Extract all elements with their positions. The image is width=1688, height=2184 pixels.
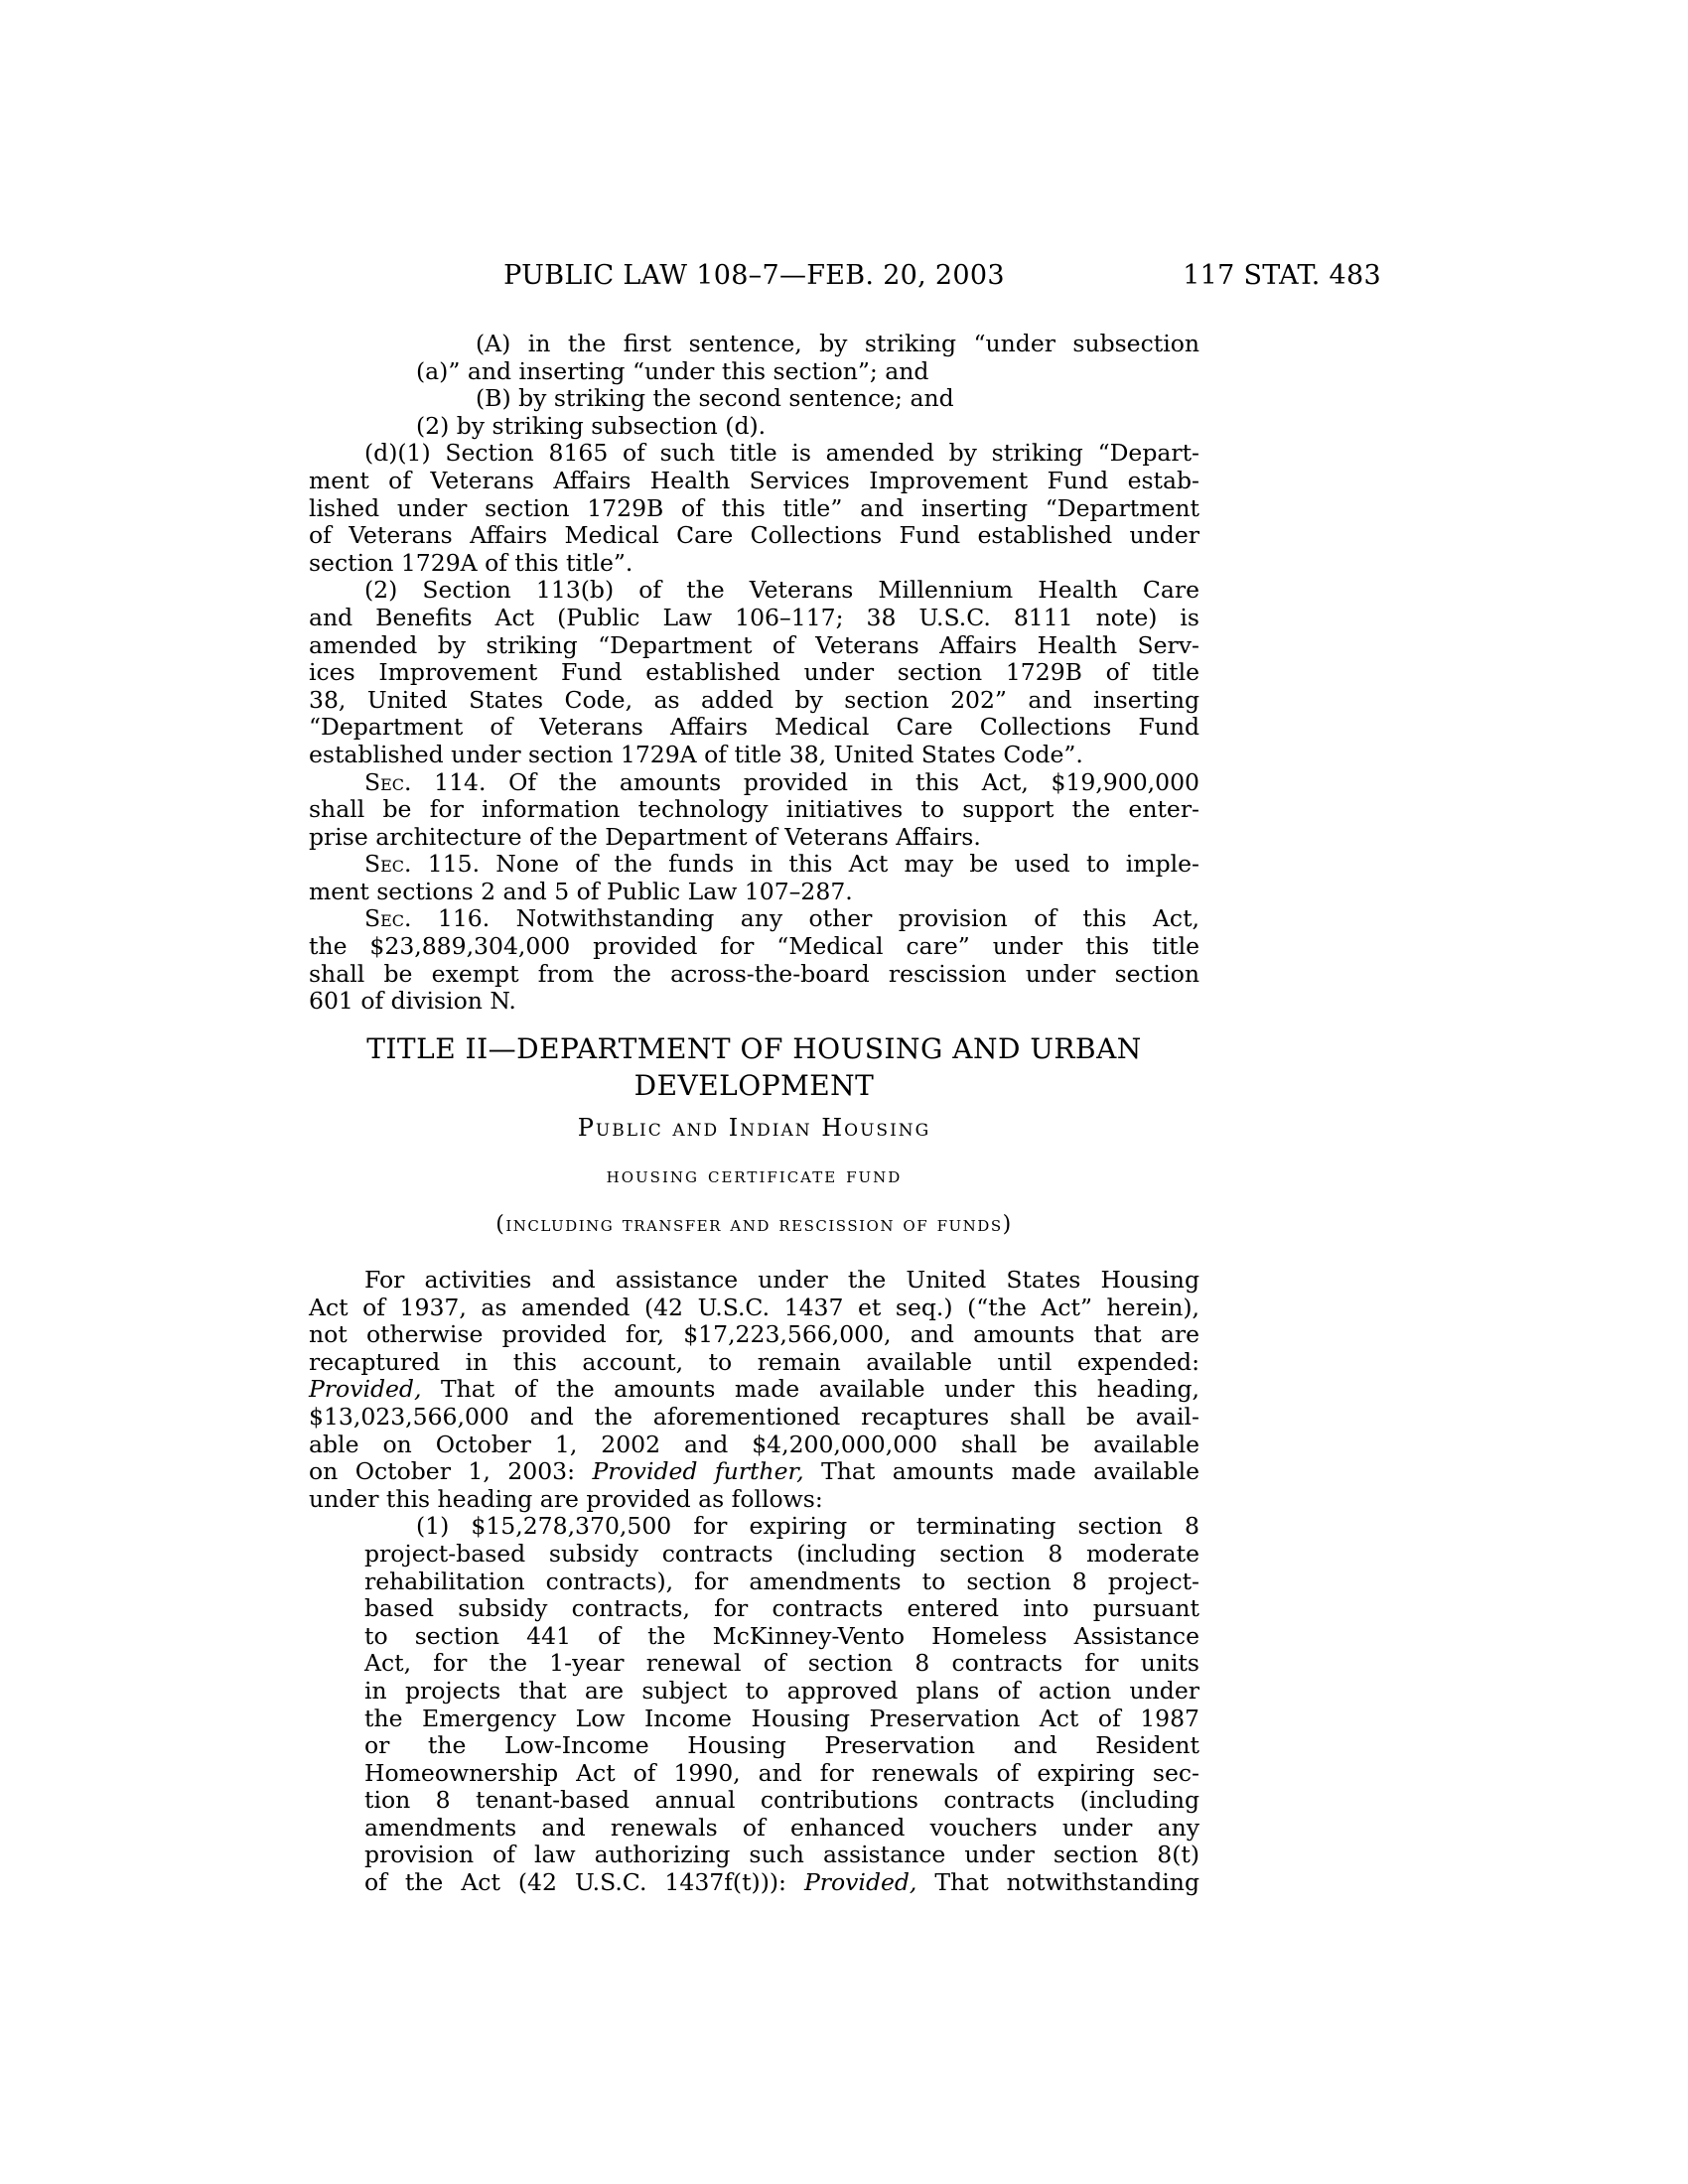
text-run: Act of 1937, as amended (42 U.S.C. 1437 et seq.) (“the Act” herein), (309, 1293, 1199, 1321)
doc-line (309, 879, 1199, 906)
text-run: of the Act (42 U.S.C. 1437f(t))): (364, 1868, 804, 1897)
proviso-italic-run: Provided, (309, 1375, 422, 1404)
doc-line (309, 385, 1199, 413)
title-ii-heading-line2: DEVELOPMENT (633, 1069, 875, 1102)
doc-line (309, 796, 1199, 824)
running-head-stat-page-number: 117 STAT. 483 (1183, 260, 1381, 291)
proviso-italic-run: Provided, (803, 1868, 917, 1897)
text-run: shall be exempt from the across-the-board rescission under section (309, 959, 1199, 988)
doc-line (309, 495, 1199, 523)
doc-line (309, 1842, 1199, 1869)
doc-line (309, 1787, 1199, 1815)
doc-line (309, 413, 1199, 441)
doc-line (309, 1486, 1199, 1514)
running-head (309, 260, 1381, 294)
text-run: For activities and assistance under the United States Housing (364, 1266, 1199, 1294)
doc-line (309, 550, 1199, 578)
text-run: in projects that are subject to approved plans of action under (364, 1676, 1199, 1705)
text-run: rehabilitation contracts), for amendments to section 8 project- (364, 1567, 1199, 1595)
text-run: (d)(1) Section 8165 of such title is amended by striking “Depart- (364, 439, 1199, 468)
doc-line (309, 1513, 1199, 1541)
text-run: 38, United States Code, as added by section 202” and inserting (309, 685, 1199, 714)
text-run: shall be for information technology initiatives to support the enter- (309, 795, 1199, 824)
doc-line (309, 1760, 1199, 1788)
fund-subheading-transfer-rescission: (including transfer and rescission of funds) (495, 1212, 1013, 1237)
text-run: section 1729A of this title”. (309, 548, 633, 577)
text-run: on October 1, 2003: (309, 1457, 593, 1486)
text-run: That amounts made available (803, 1457, 1199, 1486)
text-run: ment of Veterans Affairs Health Services Improvement Fund estab- (309, 466, 1199, 494)
text-run: (A) in the first sentence, by striking “under subsection (476, 330, 1199, 357)
doc-line (309, 1815, 1199, 1843)
text-run: able on October 1, 2002 and $4,200,000,000 shall be available (309, 1430, 1199, 1458)
text-run: 116. Notwithstanding any other provision of this Act, (411, 904, 1199, 933)
doc-line (309, 988, 1199, 1016)
doc-line (309, 1321, 1199, 1349)
text-run: 114. Of the amounts provided in this Act, $19,900,000 (411, 767, 1199, 796)
text-run: (a)” and inserting “under this section”; and (416, 356, 929, 385)
text-run: project-based subsidy contracts (including section 8 moderate (364, 1539, 1199, 1568)
text-run: the $23,889,304,000 provided for “Medical care” under this title (309, 932, 1199, 961)
text-run: amendments and renewals of enhanced vouchers under any (364, 1813, 1199, 1842)
text-run: Act, for the 1-year renewal of section 8 contracts for units (364, 1649, 1199, 1678)
doc-line (309, 605, 1199, 632)
doc-line (309, 1732, 1199, 1760)
text-run: (2) Section 113(b) of the Veterans Millennium Health Care (364, 576, 1199, 605)
text-run: or the Low-Income Housing Preservation and Resident (364, 1731, 1199, 1760)
doc-line (309, 1569, 1199, 1596)
text-run: That notwithstanding (916, 1868, 1199, 1897)
text-run: to section 441 of the McKinney-Vento Homeless Assistance (364, 1621, 1199, 1650)
running-head-law-title: PUBLIC LAW 108–7—FEB. 20, 2003 (503, 260, 1005, 291)
doc-line (309, 440, 1199, 468)
doc-line (309, 1458, 1199, 1486)
doc-line (309, 1295, 1199, 1322)
text-run: under this heading are provided as follows: (309, 1484, 823, 1513)
doc-line (309, 824, 1199, 852)
account-heading-public-and-indian-housing: Public and Indian Housing (577, 1114, 931, 1142)
doc-line (309, 632, 1199, 660)
title-ii-heading-line1: TITLE II—DEPARTMENT OF HOUSING AND URBAN (366, 1032, 1142, 1065)
fund-heading-housing-certificate-fund: housing certificate fund (606, 1163, 903, 1188)
doc-line (309, 933, 1199, 961)
doc-line (309, 1706, 1199, 1733)
doc-line (309, 714, 1199, 742)
text-run: recaptured in this account, to remain available until expended: (309, 1347, 1199, 1376)
doc-line (309, 1869, 1199, 1897)
smallcaps-run: Sec. (364, 904, 412, 933)
doc-line (309, 961, 1199, 989)
text-run: not otherwise provided for, $17,223,566,000, and amounts that are (309, 1320, 1199, 1349)
text-run: lished under section 1729B of this title” and inserting “Department (309, 493, 1199, 522)
doc-line (309, 1376, 1199, 1404)
text-run: of Veterans Affairs Medical Care Collections Fund established under (309, 521, 1199, 550)
smallcaps-run: Sec. (364, 767, 412, 796)
text-run: Homeownership Act of 1990, and for renewals of expiring sec- (364, 1758, 1199, 1787)
doc-line (309, 522, 1199, 550)
text-run: amended by striking “Department of Veterans Affairs Health Serv- (309, 630, 1199, 659)
doc-line (309, 1678, 1199, 1706)
doc-line (309, 905, 1199, 933)
doc-line (309, 1432, 1199, 1459)
doc-line (309, 1650, 1199, 1678)
text-run: the Emergency Low Income Housing Preservation Act of 1987 (364, 1704, 1199, 1732)
text-run: based subsidy contracts, for contracts entered into pursuant (364, 1594, 1199, 1623)
doc-line (309, 851, 1199, 879)
text-run: and Benefits Act (Public Law 106–117; 38 U.S.C. 8111 note) is (309, 603, 1199, 631)
text-run: ment sections 2 and 5 of Public Law 107–287. (309, 877, 853, 905)
doc-line (309, 468, 1199, 495)
doc-line (309, 1404, 1199, 1432)
statute-text-lower-block (309, 1267, 1199, 1897)
statute-text-upper-block (309, 331, 1199, 1016)
doc-line (309, 1349, 1199, 1377)
doc-line (309, 1267, 1199, 1295)
doc-line (309, 1623, 1199, 1651)
text-run: established under section 1729A of title 38, United States Code”. (309, 740, 1083, 768)
smallcaps-run: Sec. (364, 850, 412, 879)
doc-line (309, 331, 1199, 358)
doc-line (309, 358, 1199, 386)
doc-line (309, 769, 1199, 797)
text-run: That of the amounts made available under this heading, (421, 1375, 1199, 1404)
doc-line (309, 577, 1199, 605)
text-run: tion 8 tenant-based annual contributions contracts (including (364, 1786, 1199, 1815)
doc-line (309, 742, 1199, 769)
doc-line (309, 659, 1199, 687)
text-run: (B) by striking the second sentence; and (476, 384, 954, 413)
text-run: $13,023,566,000 and the aforementioned recaptures shall be avail- (309, 1402, 1199, 1431)
doc-line (309, 1541, 1199, 1569)
doc-line (309, 687, 1199, 715)
text-run: “Department of Veterans Affairs Medical Care Collections Fund (309, 713, 1199, 742)
proviso-italic-run: Provided further, (592, 1457, 804, 1486)
text-run: ices Improvement Fund established under section 1729B of title (309, 658, 1199, 687)
title-ii-heading (309, 1030, 1199, 1104)
text-run: 115. None of the funds in this Act may be used to imple- (411, 850, 1199, 879)
text-run: 601 of division N. (309, 987, 516, 1016)
doc-line (309, 1595, 1199, 1623)
text-run: (1) $15,278,370,500 for expiring or terminating section 8 (416, 1512, 1199, 1541)
text-run: (2) by striking subsection (d). (416, 411, 767, 440)
text-run: prise architecture of the Department of Veterans Affairs. (309, 822, 981, 851)
text-run: provision of law authorizing such assistance under section 8(t) (364, 1841, 1199, 1869)
